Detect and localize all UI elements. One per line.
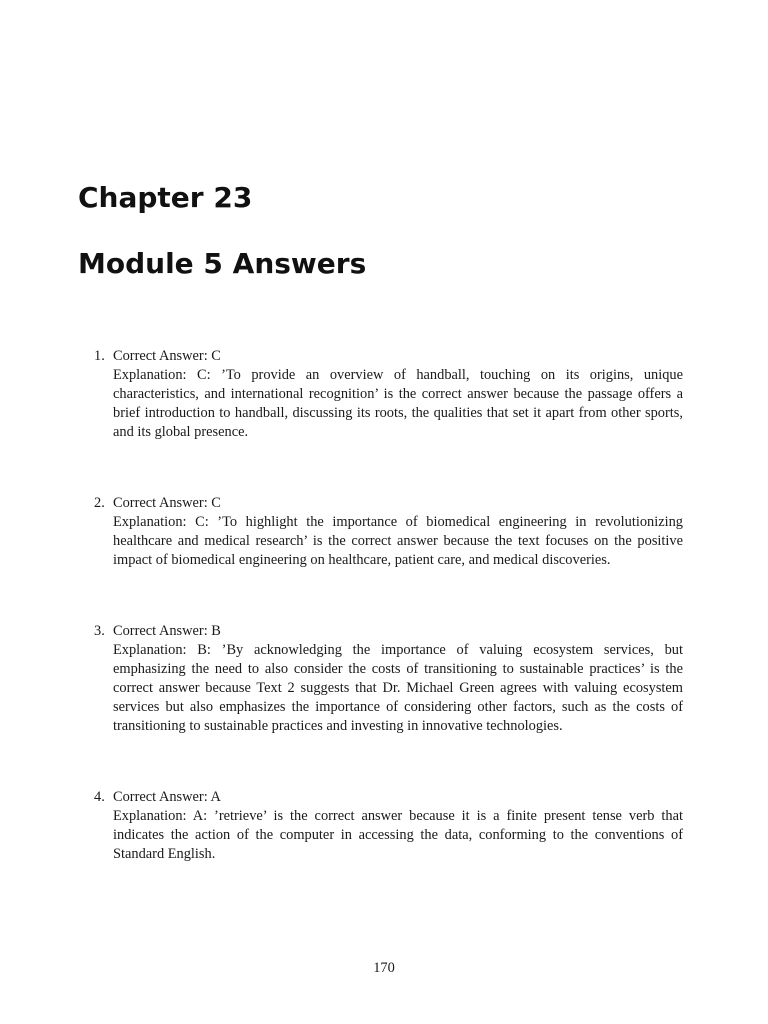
- correct-answer: Correct Answer: A: [113, 789, 221, 805]
- chapter-title: Chapter 23: [78, 181, 253, 214]
- answer-number: 4.: [94, 789, 105, 805]
- answer-number: 2.: [94, 495, 105, 511]
- answer-explanation: Explanation: C: ’To provide an overview of handball, touching on its origins, unique characteristics, and international recognition’ is the correct answer because the passage offers a brief introduction to handball, discussing its roots, the qualities that set it apart from other sports, and its global presence.: [113, 367, 683, 440]
- page-number: 170: [373, 960, 395, 976]
- correct-answer: Correct Answer: B: [113, 623, 221, 639]
- section-title: Module 5 Answers: [78, 247, 367, 280]
- answer-item-1: [78, 347, 683, 442]
- answer-list: [78, 347, 683, 864]
- answer-item-4: [78, 788, 683, 864]
- answer-explanation: Explanation: A: ’retrieve’ is the correct answer because it is a finite present tense verb that indicates the action of the computer in accessing the data, conforming to the conventions of Standard English.: [113, 808, 683, 862]
- answer-number: 1.: [94, 348, 105, 364]
- answer-explanation: Explanation: B: ’By acknowledging the importance of valuing ecosystem services, but emphasizing the need to also consider the costs of transitioning to sustainable practices’ is the correct answer because Text 2 suggests that Dr. Michael Green agrees with valuing ecosystem services but also emphasizes the importance of considering other factors, such as the costs of transitioning to sustainable practices and investing in innovative technologies.: [113, 642, 683, 734]
- answer-item-2: [78, 494, 683, 570]
- correct-answer: Correct Answer: C: [113, 495, 221, 511]
- correct-answer: Correct Answer: C: [113, 348, 221, 364]
- answer-item-3: [78, 622, 683, 736]
- answer-number: 3.: [94, 623, 105, 639]
- answer-explanation: Explanation: C: ’To highlight the importance of biomedical engineering in revolutionizing healthcare and medical research’ is the correct answer because the text focuses on the positive impact of biomedical engineering on healthcare, patient care, and medical discoveries.: [113, 514, 683, 568]
